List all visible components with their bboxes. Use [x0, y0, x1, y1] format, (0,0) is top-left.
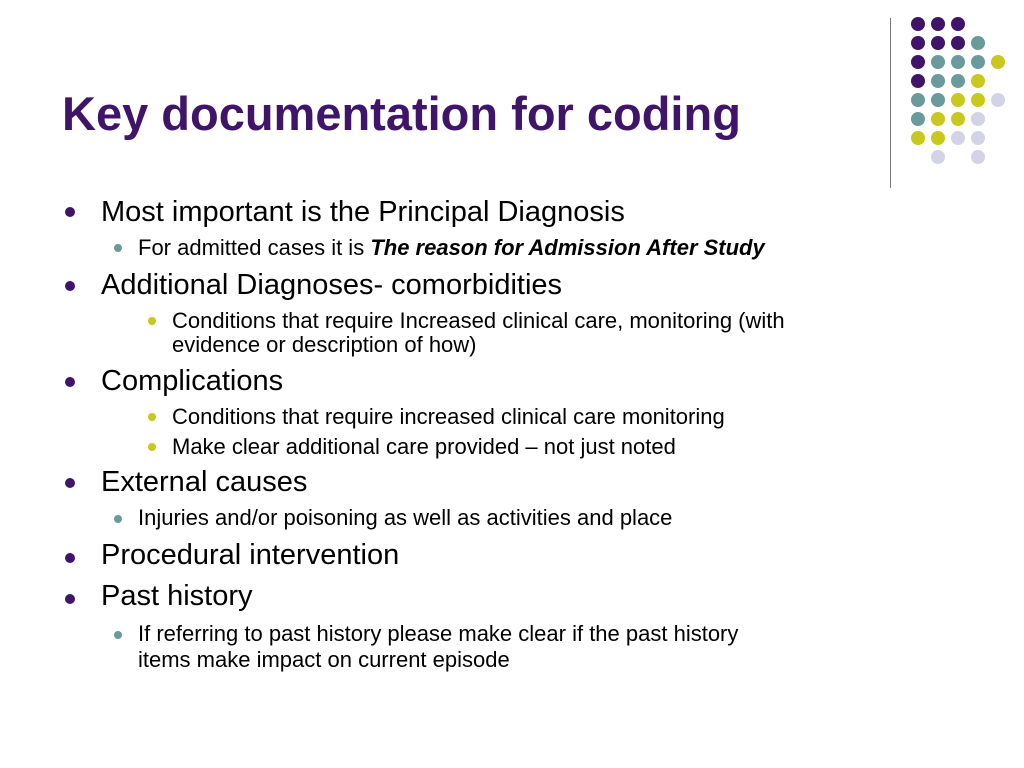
sub-bullet-item: [138, 236, 765, 260]
decor-dot: [971, 55, 985, 69]
decor-dot: [971, 150, 985, 164]
decor-dot: [951, 36, 965, 50]
sub-bullet-item: Conditions that require Increased clinical care, monitoring (with: [172, 308, 785, 333]
sub-bullet-item-continued: items make impact on current episode: [138, 647, 510, 672]
bullet-marker: [65, 377, 75, 387]
bullet-marker: [65, 553, 75, 563]
bullet-item: Procedural intervention: [101, 539, 400, 571]
decor-dot: [911, 36, 925, 50]
bullet-marker: [65, 281, 75, 291]
title-divider: [890, 18, 891, 188]
decor-dot: [911, 93, 925, 107]
bullet-marker: [65, 594, 75, 604]
decor-dot: [911, 112, 925, 126]
decor-dot: [951, 74, 965, 88]
sub-bullet-marker: [114, 244, 122, 252]
bullet-marker: [65, 207, 75, 217]
decor-dot: [971, 93, 985, 107]
bullet-item: External causes: [101, 466, 308, 498]
decor-dot: [911, 131, 925, 145]
decor-dot: [951, 93, 965, 107]
bullet-item: Past history: [101, 580, 253, 612]
decor-dot: [991, 55, 1005, 69]
sub-bullet-item: If referring to past history please make clear if the past history: [138, 621, 739, 646]
decor-dot: [951, 55, 965, 69]
sub-bullet-item: Injuries and/or poisoning as well as activities and place: [138, 505, 673, 530]
slide-title: Key documentation for coding: [62, 87, 741, 140]
decor-dot: [971, 112, 985, 126]
emphasized-text: The reason for Admission After Study: [370, 235, 765, 260]
sub-bullet-marker: [114, 515, 122, 523]
decor-dot: [911, 55, 925, 69]
decor-dot: [991, 93, 1005, 107]
decor-dot: [971, 131, 985, 145]
decor-dot: [931, 36, 945, 50]
bullet-marker: [65, 478, 75, 488]
decor-dot: [971, 74, 985, 88]
decor-dot: [931, 112, 945, 126]
decor-dot: [931, 131, 945, 145]
decor-dot: [971, 36, 985, 50]
decor-dot: [931, 150, 945, 164]
bullet-item: Most important is the Principal Diagnosis: [101, 196, 625, 228]
decor-dot: [931, 74, 945, 88]
sub-bullet-marker: [148, 443, 156, 451]
sub-bullet-marker: [148, 413, 156, 421]
bullet-item: Additional Diagnoses- comorbidities: [101, 269, 563, 301]
decor-dot: [931, 93, 945, 107]
decor-dot: [911, 74, 925, 88]
sub-bullet-text: For admitted cases it is: [138, 235, 371, 260]
sub-bullet-item-continued: evidence or description of how): [172, 332, 477, 357]
decor-dot: [931, 17, 945, 31]
decor-dot: [911, 17, 925, 31]
decor-dot: [931, 55, 945, 69]
decor-dot: [951, 112, 965, 126]
decor-dot: [951, 131, 965, 145]
decor-dot: [951, 17, 965, 31]
sub-bullet-marker: [114, 631, 122, 639]
bullet-item: Complications: [101, 365, 284, 397]
sub-bullet-marker: [148, 317, 156, 325]
sub-bullet-item: Conditions that require increased clinical care monitoring: [172, 404, 725, 429]
sub-bullet-item: Make clear additional care provided – not just noted: [172, 434, 676, 459]
